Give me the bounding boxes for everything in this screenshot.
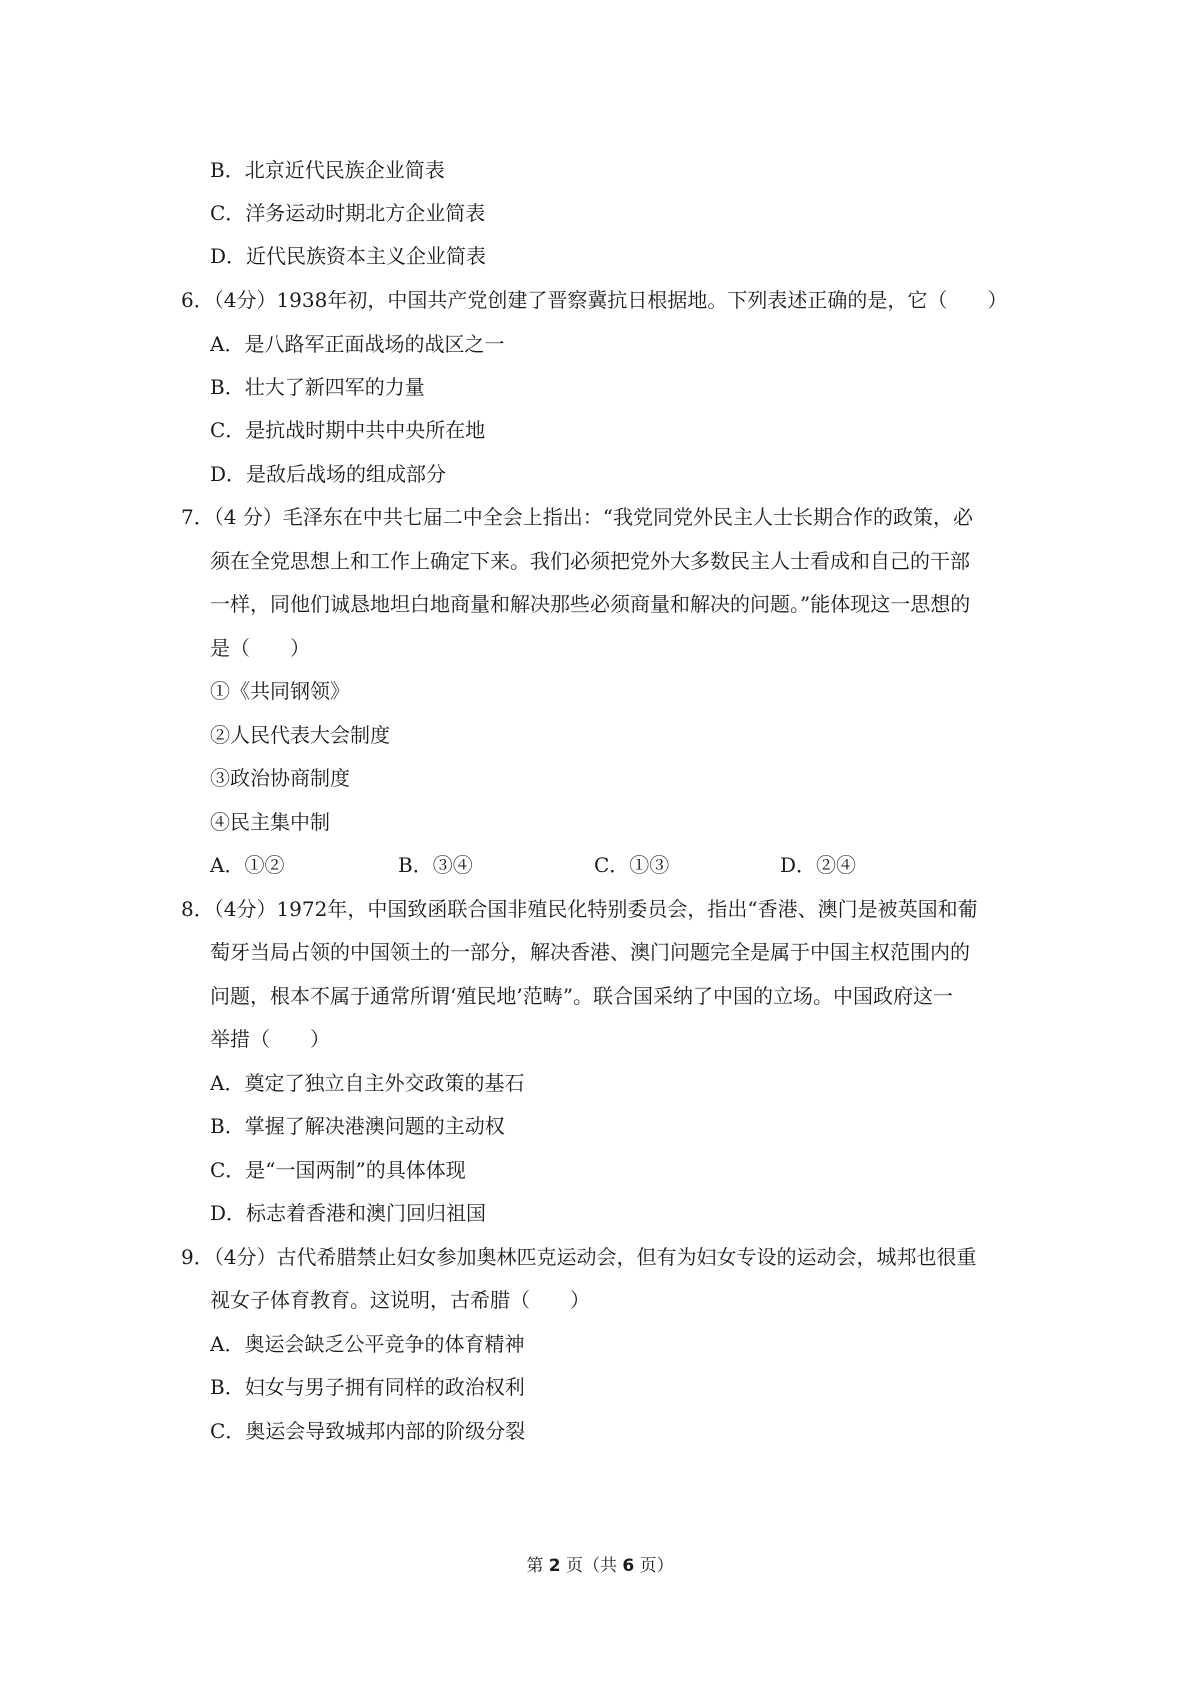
q7-option-b: B．③④: [398, 853, 473, 877]
q9-stem-line-1: 9．（4分）古代希腊禁止妇女参加奥林匹克运动会，但有为妇女专设的运动会，城邦也很重: [181, 1245, 977, 1269]
q9-option-b: B．妇女与男子拥有同样的政治权利: [210, 1375, 525, 1399]
q5-option-c: C．洋务运动时期北方企业简表: [210, 201, 486, 225]
footer-suffix: 页）: [634, 1556, 674, 1576]
q8-option-a: A．奠定了独立自主外交政策的基石: [210, 1071, 525, 1095]
q5-option-b: B．北京近代民族企业简表: [210, 158, 445, 182]
q8-stem-line-4: 举措（ ）: [210, 1027, 330, 1051]
footer-total-pages: 6: [622, 1556, 635, 1576]
q8-option-d: D．标志着香港和澳门回归祖国: [210, 1201, 487, 1225]
footer-page-number: 2: [548, 1556, 561, 1576]
q8-option-b: B．掌握了解决港澳问题的主动权: [210, 1114, 505, 1138]
q7-stem-line-4: 是（ ）: [210, 636, 310, 660]
q8-option-c: C．是“一国两制”的具体体现: [210, 1158, 466, 1182]
q8-stem-line-1: 8．（4分）1972年，中国致函联合国非殖民化特别委员会，指出“香港、澳门是被英国和葡: [181, 897, 978, 921]
q9-option-c: C．奥运会导致城邦内部的阶级分裂: [210, 1419, 526, 1443]
q5-option-d: D．近代民族资本主义企业简表: [210, 244, 487, 268]
q7-stem-line-2: 须在全党思想上和工作上确定下来。我们必须把党外大多数民主人士看成和自己的干部: [210, 549, 970, 573]
q7-item-1: ①《共同钢领》: [210, 679, 350, 703]
q7-option-a: A．①②: [210, 853, 285, 877]
q7-option-d: D．②④: [780, 853, 857, 877]
q7-stem-line-1: 7．（4 分）毛泽东在中共七届二中全会上指出：“我党同党外民主人士长期合作的政策，必: [181, 505, 974, 529]
q8-stem-line-3: 问题，根本不属于通常所谓‘殖民地’范畴”。联合国采纳了中国的立场。中国政府这一: [210, 984, 953, 1008]
q9-option-a: A．奥运会缺乏公平竞争的体育精神: [210, 1332, 525, 1356]
q6-option-a: A．是八路军正面战场的战区之一: [210, 332, 505, 356]
q7-item-2: ②人民代表大会制度: [210, 723, 390, 747]
q7-item-4: ④民主集中制: [210, 810, 330, 834]
q6-option-d: D．是敌后战场的组成部分: [210, 462, 447, 486]
footer-middle: 页（共: [560, 1556, 623, 1576]
footer-prefix: 第: [526, 1556, 549, 1576]
q8-stem-line-2: 萄牙当局占领的中国领土的一部分，解决香港、澳门问题完全是属于中国主权范围内的: [210, 940, 970, 964]
q6-option-c: C．是抗战时期中共中央所在地: [210, 418, 486, 442]
q7-stem-line-3: 一样，同他们诚恳地坦白地商量和解决那些必须商量和解决的问题。”能体现这一思想的: [210, 592, 971, 616]
page-footer: [0, 1554, 1200, 1578]
q7-option-c: C．①③: [594, 853, 670, 877]
q6-stem: 6．（4分）1938年初，中国共产党创建了晋察冀抗日根据地。下列表述正确的是，它（ ）: [181, 288, 1008, 312]
q6-option-b: B．壮大了新四军的力量: [210, 375, 425, 399]
q9-stem-line-2: 视女子体育教育。这说明，古希腊（ ）: [210, 1288, 590, 1312]
q7-options-row: [210, 850, 930, 880]
q7-item-3: ③政治协商制度: [210, 766, 350, 790]
